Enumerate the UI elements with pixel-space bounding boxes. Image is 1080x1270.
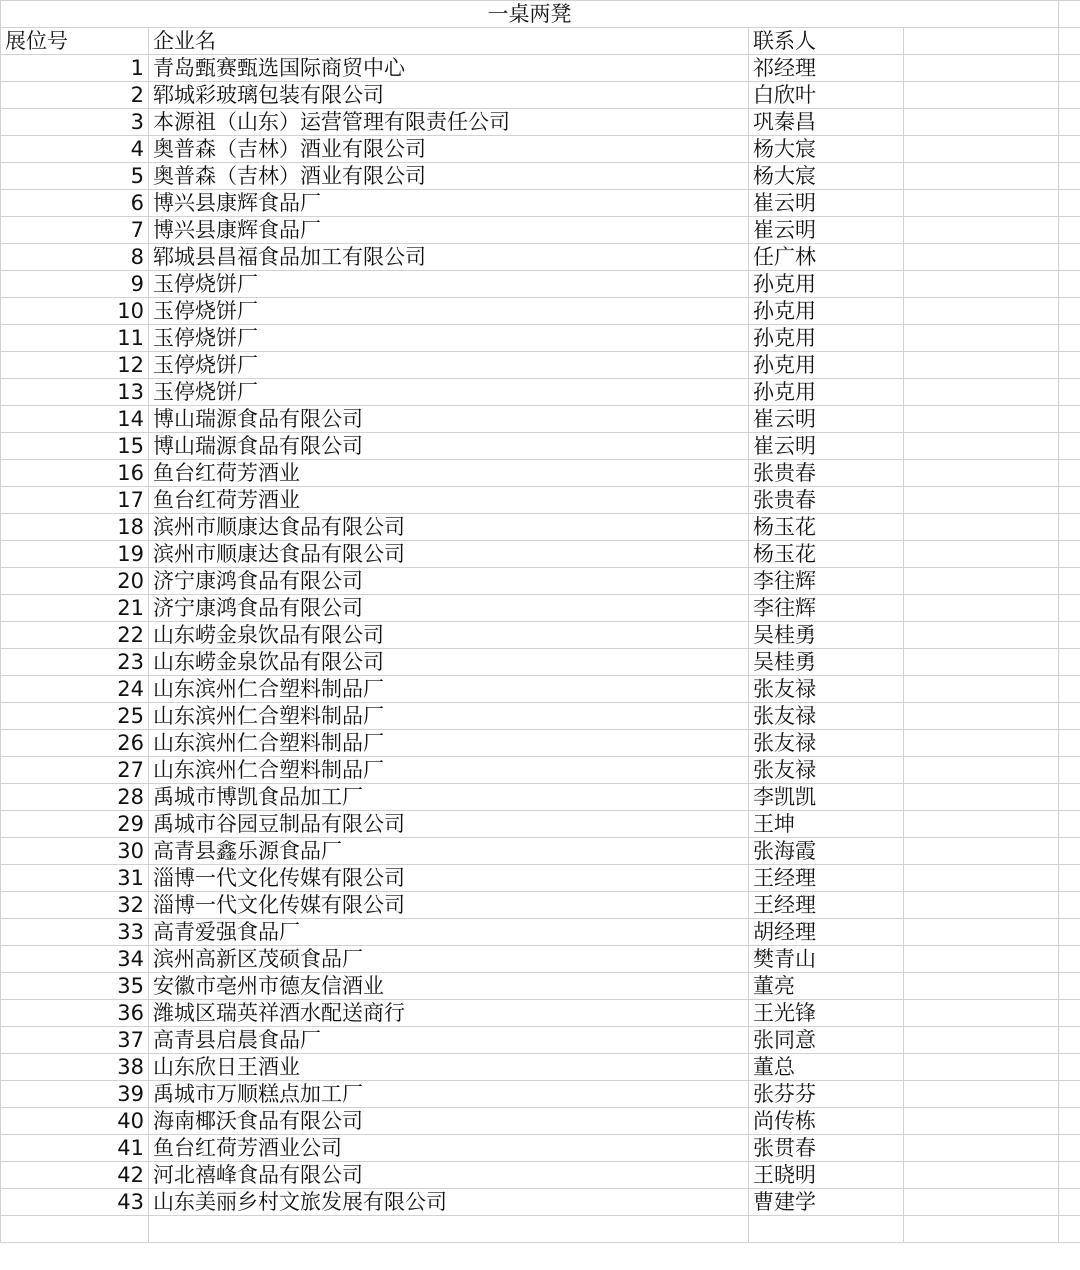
- empty-cell[interactable]: [904, 28, 1059, 55]
- empty-cell[interactable]: [904, 865, 1059, 892]
- booth-number-cell[interactable]: 5: [1, 163, 149, 190]
- booth-number-cell[interactable]: 2: [1, 82, 149, 109]
- empty-cell[interactable]: [904, 838, 1059, 865]
- contact-person-cell[interactable]: 白欣叶: [749, 82, 904, 109]
- contact-person-cell[interactable]: 张友禄: [749, 757, 904, 784]
- empty-cell[interactable]: [1059, 136, 1080, 163]
- booth-number-cell[interactable]: 27: [1, 757, 149, 784]
- booth-number-cell[interactable]: 24: [1, 676, 149, 703]
- empty-cell[interactable]: [904, 379, 1059, 406]
- company-name-cell[interactable]: 山东滨州仁合塑料制品厂: [149, 730, 749, 757]
- table-row: [1, 919, 1080, 946]
- table-row: [1, 298, 1080, 325]
- empty-cell[interactable]: [904, 298, 1059, 325]
- company-name-cell[interactable]: 滨州高新区茂硕食品厂: [149, 946, 749, 973]
- empty-cell[interactable]: [904, 163, 1059, 190]
- empty-cell[interactable]: [1059, 487, 1080, 514]
- table-row: [1, 1000, 1080, 1027]
- empty-cell[interactable]: [1059, 1216, 1080, 1243]
- booth-number-cell[interactable]: 3: [1, 109, 149, 136]
- empty-cell[interactable]: [1059, 163, 1080, 190]
- table-row: [1, 649, 1080, 676]
- booth-number-cell[interactable]: 8: [1, 244, 149, 271]
- booth-number-cell[interactable]: 28: [1, 784, 149, 811]
- company-name-cell[interactable]: 郓城彩玻璃包装有限公司: [149, 82, 749, 109]
- table-row: [1, 190, 1080, 217]
- contact-person-cell[interactable]: 张海霞: [749, 838, 904, 865]
- booth-number-cell[interactable]: 1: [1, 55, 149, 82]
- booth-number-cell[interactable]: 18: [1, 514, 149, 541]
- sheet-title[interactable]: 一桌两凳: [1, 1, 1059, 28]
- contact-person-cell[interactable]: 孙克用: [749, 298, 904, 325]
- empty-cell[interactable]: [904, 757, 1059, 784]
- company-name-cell[interactable]: 博兴县康辉食品厂: [149, 217, 749, 244]
- contact-person-cell[interactable]: 孙克用: [749, 379, 904, 406]
- header-booth-number[interactable]: 展位号: [1, 28, 149, 55]
- empty-cell[interactable]: [904, 1000, 1059, 1027]
- empty-cell[interactable]: [1059, 190, 1080, 217]
- company-name-cell[interactable]: 玉停烧饼厂: [149, 271, 749, 298]
- empty-cell[interactable]: [1059, 595, 1080, 622]
- empty-cell[interactable]: [1059, 55, 1080, 82]
- contact-person-cell[interactable]: 胡经理: [749, 919, 904, 946]
- table-row: [1, 973, 1080, 1000]
- table-row: [1, 163, 1080, 190]
- company-name-cell[interactable]: 禹城市万顺糕点加工厂: [149, 1081, 749, 1108]
- empty-cell[interactable]: [1059, 1081, 1080, 1108]
- contact-person-cell[interactable]: 王坤: [749, 811, 904, 838]
- booth-number-cell[interactable]: 39: [1, 1081, 149, 1108]
- contact-person-cell[interactable]: 杨玉花: [749, 514, 904, 541]
- empty-cell[interactable]: [1059, 649, 1080, 676]
- company-name-cell[interactable]: 山东崂金泉饮品有限公司: [149, 649, 749, 676]
- booth-number-cell[interactable]: 34: [1, 946, 149, 973]
- contact-person-cell[interactable]: 崔云明: [749, 190, 904, 217]
- contact-person-cell[interactable]: 张友禄: [749, 703, 904, 730]
- contact-person-cell[interactable]: 王经理: [749, 892, 904, 919]
- table-row: [1, 433, 1080, 460]
- empty-cell[interactable]: [1059, 784, 1080, 811]
- empty-cell[interactable]: [1059, 568, 1080, 595]
- company-name-cell[interactable]: 禹城市谷园豆制品有限公司: [149, 811, 749, 838]
- header-contact-person[interactable]: 联系人: [749, 28, 904, 55]
- empty-cell[interactable]: [904, 244, 1059, 271]
- empty-cell[interactable]: [1059, 1189, 1080, 1216]
- table-row: [1, 460, 1080, 487]
- company-name-cell[interactable]: 山东崂金泉饮品有限公司: [149, 622, 749, 649]
- table-row: [1, 217, 1080, 244]
- contact-person-cell[interactable]: 王晓明: [749, 1162, 904, 1189]
- empty-cell[interactable]: [904, 973, 1059, 1000]
- contact-person-cell[interactable]: 李凯凯: [749, 784, 904, 811]
- booth-number-cell[interactable]: 31: [1, 865, 149, 892]
- empty-cell[interactable]: [1059, 838, 1080, 865]
- contact-person-cell[interactable]: 崔云明: [749, 433, 904, 460]
- empty-cell[interactable]: [904, 190, 1059, 217]
- contact-person-cell[interactable]: 吴桂勇: [749, 622, 904, 649]
- company-name-cell[interactable]: 博兴县康辉食品厂: [149, 190, 749, 217]
- contact-person-cell[interactable]: 李往辉: [749, 595, 904, 622]
- empty-cell[interactable]: [1059, 541, 1080, 568]
- company-name-cell[interactable]: 高青爱强食品厂: [149, 919, 749, 946]
- table-row: [1, 1162, 1080, 1189]
- booth-number-cell[interactable]: 41: [1, 1135, 149, 1162]
- contact-person-cell[interactable]: 孙克用: [749, 352, 904, 379]
- contact-person-cell[interactable]: 杨玉花: [749, 541, 904, 568]
- company-name-cell[interactable]: 淄博一代文化传媒有限公司: [149, 892, 749, 919]
- contact-person-cell[interactable]: 巩秦昌: [749, 109, 904, 136]
- contact-person-cell[interactable]: 祁经理: [749, 55, 904, 82]
- booth-number-cell[interactable]: 10: [1, 298, 149, 325]
- company-name-cell[interactable]: 山东滨州仁合塑料制品厂: [149, 703, 749, 730]
- empty-cell[interactable]: [904, 649, 1059, 676]
- booth-number-cell[interactable]: 37: [1, 1027, 149, 1054]
- booth-number-cell[interactable]: 32: [1, 892, 149, 919]
- empty-cell[interactable]: [904, 676, 1059, 703]
- company-name-cell[interactable]: 鱼台红荷芳酒业: [149, 487, 749, 514]
- booth-number-cell[interactable]: 26: [1, 730, 149, 757]
- table-row: [1, 703, 1080, 730]
- company-name-cell[interactable]: 青岛甄赛甄选国际商贸中心: [149, 55, 749, 82]
- contact-person-cell[interactable]: 曹建学: [749, 1189, 904, 1216]
- empty-cell[interactable]: [1059, 28, 1080, 55]
- table-row: [1, 676, 1080, 703]
- empty-cell[interactable]: [904, 1081, 1059, 1108]
- contact-person-cell[interactable]: 李往辉: [749, 568, 904, 595]
- empty-cell[interactable]: [904, 730, 1059, 757]
- empty-cell[interactable]: [1059, 676, 1080, 703]
- empty-cell[interactable]: [1059, 82, 1080, 109]
- empty-row: [1, 1216, 1080, 1243]
- empty-cell[interactable]: [904, 1108, 1059, 1135]
- empty-cell[interactable]: [1059, 352, 1080, 379]
- empty-cell[interactable]: [1059, 1108, 1080, 1135]
- contact-person-cell[interactable]: 董亮: [749, 973, 904, 1000]
- empty-cell[interactable]: [904, 271, 1059, 298]
- empty-cell[interactable]: [1059, 1, 1080, 28]
- booth-number-cell[interactable]: 43: [1, 1189, 149, 1216]
- empty-cell[interactable]: [904, 460, 1059, 487]
- empty-cell[interactable]: [1059, 406, 1080, 433]
- booth-number-cell[interactable]: 30: [1, 838, 149, 865]
- table-row: [1, 838, 1080, 865]
- company-name-cell[interactable]: 禹城市博凯食品加工厂: [149, 784, 749, 811]
- empty-cell[interactable]: [1059, 298, 1080, 325]
- booth-number-cell[interactable]: 22: [1, 622, 149, 649]
- table-row: [1, 271, 1080, 298]
- booth-number-cell[interactable]: 25: [1, 703, 149, 730]
- contact-person-cell[interactable]: 董总: [749, 1054, 904, 1081]
- empty-cell[interactable]: [904, 487, 1059, 514]
- booth-number-cell[interactable]: 42: [1, 1162, 149, 1189]
- header-company-name[interactable]: 企业名: [149, 28, 749, 55]
- booth-number-cell[interactable]: 36: [1, 1000, 149, 1027]
- booth-number-cell[interactable]: 23: [1, 649, 149, 676]
- table-row: [1, 406, 1080, 433]
- empty-cell[interactable]: [1059, 919, 1080, 946]
- table-row: [1, 1135, 1080, 1162]
- empty-cell[interactable]: [904, 811, 1059, 838]
- company-name-cell[interactable]: 郓城县昌福食品加工有限公司: [149, 244, 749, 271]
- table-body: [1, 1, 1080, 1243]
- booth-number-cell[interactable]: 40: [1, 1108, 149, 1135]
- contact-person-cell[interactable]: 王经理: [749, 865, 904, 892]
- table-row: [1, 541, 1080, 568]
- table-row: [1, 595, 1080, 622]
- empty-cell[interactable]: [1059, 703, 1080, 730]
- empty-cell[interactable]: [1059, 946, 1080, 973]
- title-row: [1, 1, 1080, 28]
- contact-person-cell[interactable]: 崔云明: [749, 406, 904, 433]
- empty-cell[interactable]: [904, 703, 1059, 730]
- contact-person-cell[interactable]: 杨大宸: [749, 163, 904, 190]
- empty-cell[interactable]: [1059, 973, 1080, 1000]
- table-row: [1, 1054, 1080, 1081]
- empty-cell[interactable]: [1, 1216, 149, 1243]
- empty-cell[interactable]: [904, 595, 1059, 622]
- empty-cell[interactable]: [904, 55, 1059, 82]
- booth-number-cell[interactable]: 35: [1, 973, 149, 1000]
- empty-cell[interactable]: [904, 406, 1059, 433]
- table-row: [1, 1027, 1080, 1054]
- company-name-cell[interactable]: 奥普森（吉林）酒业有限公司: [149, 136, 749, 163]
- empty-cell[interactable]: [904, 784, 1059, 811]
- company-name-cell[interactable]: 河北禧峰食品有限公司: [149, 1162, 749, 1189]
- table-row: [1, 784, 1080, 811]
- contact-person-cell[interactable]: 张友禄: [749, 730, 904, 757]
- empty-cell[interactable]: [1059, 1027, 1080, 1054]
- booth-number-cell[interactable]: 38: [1, 1054, 149, 1081]
- empty-cell[interactable]: [904, 541, 1059, 568]
- table-row: [1, 757, 1080, 784]
- booth-number-cell[interactable]: 21: [1, 595, 149, 622]
- empty-cell[interactable]: [1059, 622, 1080, 649]
- company-name-cell[interactable]: 奥普森（吉林）酒业有限公司: [149, 163, 749, 190]
- table-row: [1, 325, 1080, 352]
- contact-person-cell[interactable]: 张芬芬: [749, 1081, 904, 1108]
- empty-cell[interactable]: [1059, 811, 1080, 838]
- booth-number-cell[interactable]: 16: [1, 460, 149, 487]
- table-row: [1, 1081, 1080, 1108]
- empty-cell[interactable]: [149, 1216, 749, 1243]
- empty-cell[interactable]: [904, 352, 1059, 379]
- table-row: [1, 1108, 1080, 1135]
- contact-person-cell[interactable]: 王光锋: [749, 1000, 904, 1027]
- empty-cell[interactable]: [904, 136, 1059, 163]
- contact-person-cell[interactable]: 孙克用: [749, 271, 904, 298]
- empty-cell[interactable]: [904, 514, 1059, 541]
- empty-cell[interactable]: [904, 1027, 1059, 1054]
- empty-cell[interactable]: [1059, 730, 1080, 757]
- empty-cell[interactable]: [904, 109, 1059, 136]
- table-row: [1, 109, 1080, 136]
- empty-cell[interactable]: [1059, 757, 1080, 784]
- company-name-cell[interactable]: 海南椰沃食品有限公司: [149, 1108, 749, 1135]
- empty-cell[interactable]: [1059, 460, 1080, 487]
- company-name-cell[interactable]: 安徽市亳州市德友信酒业: [149, 973, 749, 1000]
- table-row: [1, 82, 1080, 109]
- company-name-cell[interactable]: 鱼台红荷芳酒业: [149, 460, 749, 487]
- empty-cell[interactable]: [904, 919, 1059, 946]
- contact-person-cell[interactable]: 崔云明: [749, 217, 904, 244]
- company-name-cell[interactable]: 玉停烧饼厂: [149, 352, 749, 379]
- company-name-cell[interactable]: 滨州市顺康达食品有限公司: [149, 541, 749, 568]
- booth-number-cell[interactable]: 33: [1, 919, 149, 946]
- contact-person-cell[interactable]: 尚传栋: [749, 1108, 904, 1135]
- booth-number-cell[interactable]: 11: [1, 325, 149, 352]
- empty-cell[interactable]: [904, 1054, 1059, 1081]
- empty-cell[interactable]: [1059, 217, 1080, 244]
- booth-number-cell[interactable]: 17: [1, 487, 149, 514]
- contact-person-cell[interactable]: 张友禄: [749, 676, 904, 703]
- company-name-cell[interactable]: 玉停烧饼厂: [149, 325, 749, 352]
- table-row: [1, 568, 1080, 595]
- table-row: [1, 892, 1080, 919]
- contact-person-cell[interactable]: 吴桂勇: [749, 649, 904, 676]
- company-name-cell[interactable]: 玉停烧饼厂: [149, 298, 749, 325]
- company-name-cell[interactable]: 玉停烧饼厂: [149, 379, 749, 406]
- empty-cell[interactable]: [1059, 433, 1080, 460]
- table-row: [1, 811, 1080, 838]
- company-name-cell[interactable]: 博山瑞源食品有限公司: [149, 406, 749, 433]
- header-row: [1, 28, 1080, 55]
- booth-number-cell[interactable]: 19: [1, 541, 149, 568]
- table-row: [1, 514, 1080, 541]
- empty-cell[interactable]: [1059, 1162, 1080, 1189]
- table-row: [1, 946, 1080, 973]
- empty-cell[interactable]: [1059, 271, 1080, 298]
- booth-number-cell[interactable]: 6: [1, 190, 149, 217]
- company-name-cell[interactable]: 山东滨州仁合塑料制品厂: [149, 676, 749, 703]
- empty-cell[interactable]: [904, 1135, 1059, 1162]
- table-row: [1, 352, 1080, 379]
- company-name-cell[interactable]: 滨州市顺康达食品有限公司: [149, 514, 749, 541]
- booth-number-cell[interactable]: 7: [1, 217, 149, 244]
- empty-cell[interactable]: [1059, 325, 1080, 352]
- table-row: [1, 865, 1080, 892]
- empty-cell[interactable]: [749, 1216, 904, 1243]
- empty-cell[interactable]: [1059, 109, 1080, 136]
- table-row: [1, 487, 1080, 514]
- table-row: [1, 136, 1080, 163]
- empty-cell[interactable]: [904, 433, 1059, 460]
- empty-cell[interactable]: [1059, 865, 1080, 892]
- company-name-cell[interactable]: 山东欣日王酒业: [149, 1054, 749, 1081]
- contact-person-cell[interactable]: 樊青山: [749, 946, 904, 973]
- empty-cell[interactable]: [904, 82, 1059, 109]
- empty-cell[interactable]: [904, 1216, 1059, 1243]
- contact-person-cell[interactable]: 任广林: [749, 244, 904, 271]
- booth-number-cell[interactable]: 12: [1, 352, 149, 379]
- empty-cell[interactable]: [904, 946, 1059, 973]
- company-name-cell[interactable]: 高青县鑫乐源食品厂: [149, 838, 749, 865]
- table-row: [1, 379, 1080, 406]
- contact-person-cell[interactable]: 张贵春: [749, 460, 904, 487]
- company-name-cell[interactable]: 淄博一代文化传媒有限公司: [149, 865, 749, 892]
- empty-cell[interactable]: [904, 1162, 1059, 1189]
- empty-cell[interactable]: [904, 622, 1059, 649]
- table-row: [1, 244, 1080, 271]
- company-name-cell[interactable]: 本源祖（山东）运营管理有限责任公司: [149, 109, 749, 136]
- company-name-cell[interactable]: 山东美丽乡村文旅发展有限公司: [149, 1189, 749, 1216]
- table-row: [1, 622, 1080, 649]
- empty-cell[interactable]: [904, 568, 1059, 595]
- empty-cell[interactable]: [1059, 892, 1080, 919]
- empty-cell[interactable]: [1059, 1054, 1080, 1081]
- empty-cell[interactable]: [904, 892, 1059, 919]
- contact-person-cell[interactable]: 孙克用: [749, 325, 904, 352]
- table-row: [1, 730, 1080, 757]
- booth-number-cell[interactable]: 13: [1, 379, 149, 406]
- company-name-cell[interactable]: 高青县启晨食品厂: [149, 1027, 749, 1054]
- empty-cell[interactable]: [904, 1189, 1059, 1216]
- empty-cell[interactable]: [1059, 244, 1080, 271]
- empty-cell[interactable]: [904, 325, 1059, 352]
- table-row: [1, 1189, 1080, 1216]
- company-name-cell[interactable]: 博山瑞源食品有限公司: [149, 433, 749, 460]
- booth-number-cell[interactable]: 15: [1, 433, 149, 460]
- booth-number-cell[interactable]: 20: [1, 568, 149, 595]
- booth-number-cell[interactable]: 4: [1, 136, 149, 163]
- empty-cell[interactable]: [1059, 1135, 1080, 1162]
- company-name-cell[interactable]: 鱼台红荷芳酒业公司: [149, 1135, 749, 1162]
- table-row: [1, 55, 1080, 82]
- empty-cell[interactable]: [1059, 379, 1080, 406]
- empty-cell[interactable]: [1059, 514, 1080, 541]
- contact-person-cell[interactable]: 张同意: [749, 1027, 904, 1054]
- company-name-cell[interactable]: 潍城区瑞英祥酒水配送商行: [149, 1000, 749, 1027]
- empty-cell[interactable]: [904, 217, 1059, 244]
- booth-number-cell[interactable]: 14: [1, 406, 149, 433]
- booth-number-cell[interactable]: 29: [1, 811, 149, 838]
- contact-person-cell[interactable]: 张贯春: [749, 1135, 904, 1162]
- booth-number-cell[interactable]: 9: [1, 271, 149, 298]
- company-name-cell[interactable]: 济宁康鸿食品有限公司: [149, 595, 749, 622]
- company-name-cell[interactable]: 济宁康鸿食品有限公司: [149, 568, 749, 595]
- contact-person-cell[interactable]: 张贵春: [749, 487, 904, 514]
- company-name-cell[interactable]: 山东滨州仁合塑料制品厂: [149, 757, 749, 784]
- empty-cell[interactable]: [1059, 1000, 1080, 1027]
- contact-person-cell[interactable]: 杨大宸: [749, 136, 904, 163]
